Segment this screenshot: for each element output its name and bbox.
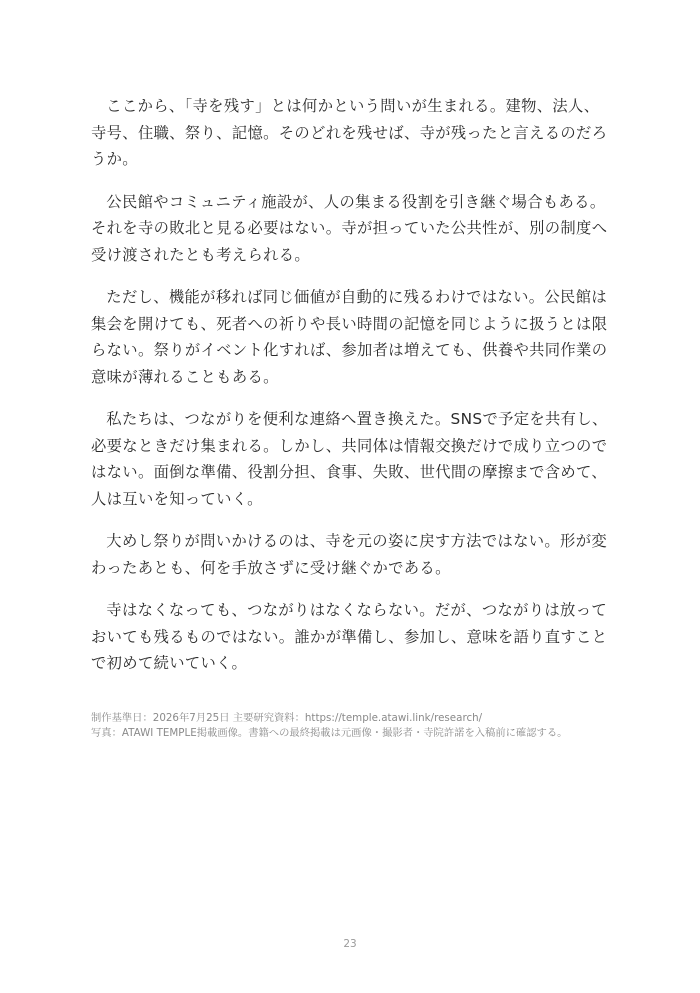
paragraph: ただし、機能が移れば同じ価値が自動的に残るわけではない。公民館は集会を開けても、死者への祈りや長い時間の記憶を同じように扱うとは限らない。祭りがイベント化すれば、参加者は増えても、供養や共同作業の意味が薄れることもある。: [91, 288, 608, 386]
page-number: 23: [343, 938, 357, 950]
paragraph: 大めし祭りが問いかけるのは、寺を元の姿に戻す方法ではない。形が変わったあとも、何を手放さずに受け継ぐかである。: [91, 532, 607, 577]
paragraph: 私たちは、つながりを便利な連絡へ置き換えた。SNSで予定を共有し、必要なときだけ集まれる。しかし、共同体は情報交換だけで成り立つのではない。面倒な準備、役割分担、食事、失敗、世代間の摩擦まで含めて、人は互いを知っていく。: [91, 410, 608, 508]
paragraph: 公民館やコミュニティ施設が、人の集まる役割を引き継ぐ場合もある。それを寺の敗北と見る必要はない。寺が担っていた公共性が、別の制度へ受け渡されたとも考えられる。: [91, 192, 608, 264]
paragraph: ここから、「寺を残す」とは何かという問いが生まれる。建物、法人、寺号、住職、祭り、記憶。そのどれを残せば、寺が残ったと言えるのだろうか。: [91, 97, 608, 168]
footnote: [91, 711, 611, 741]
footnote-photo-credit: 写真：ATAWI TEMPLE掲載画像。書籍への最終掲載は元画像・撮影者・寺院許諾を入稿前に確認する。: [91, 727, 568, 739]
body-text: [91, 93, 611, 693]
paragraph: 寺はなくなっても、つながりはなくならない。だが、つながりは放っておいても残るものではない。誰かが準備し、参加し、意味を語り直すことで初めて続いていく。: [91, 601, 608, 672]
footnote-production-info: 制作基準日：2026年7月25日 主要研究資料：https://temple.atawi.link/research/: [91, 712, 483, 724]
